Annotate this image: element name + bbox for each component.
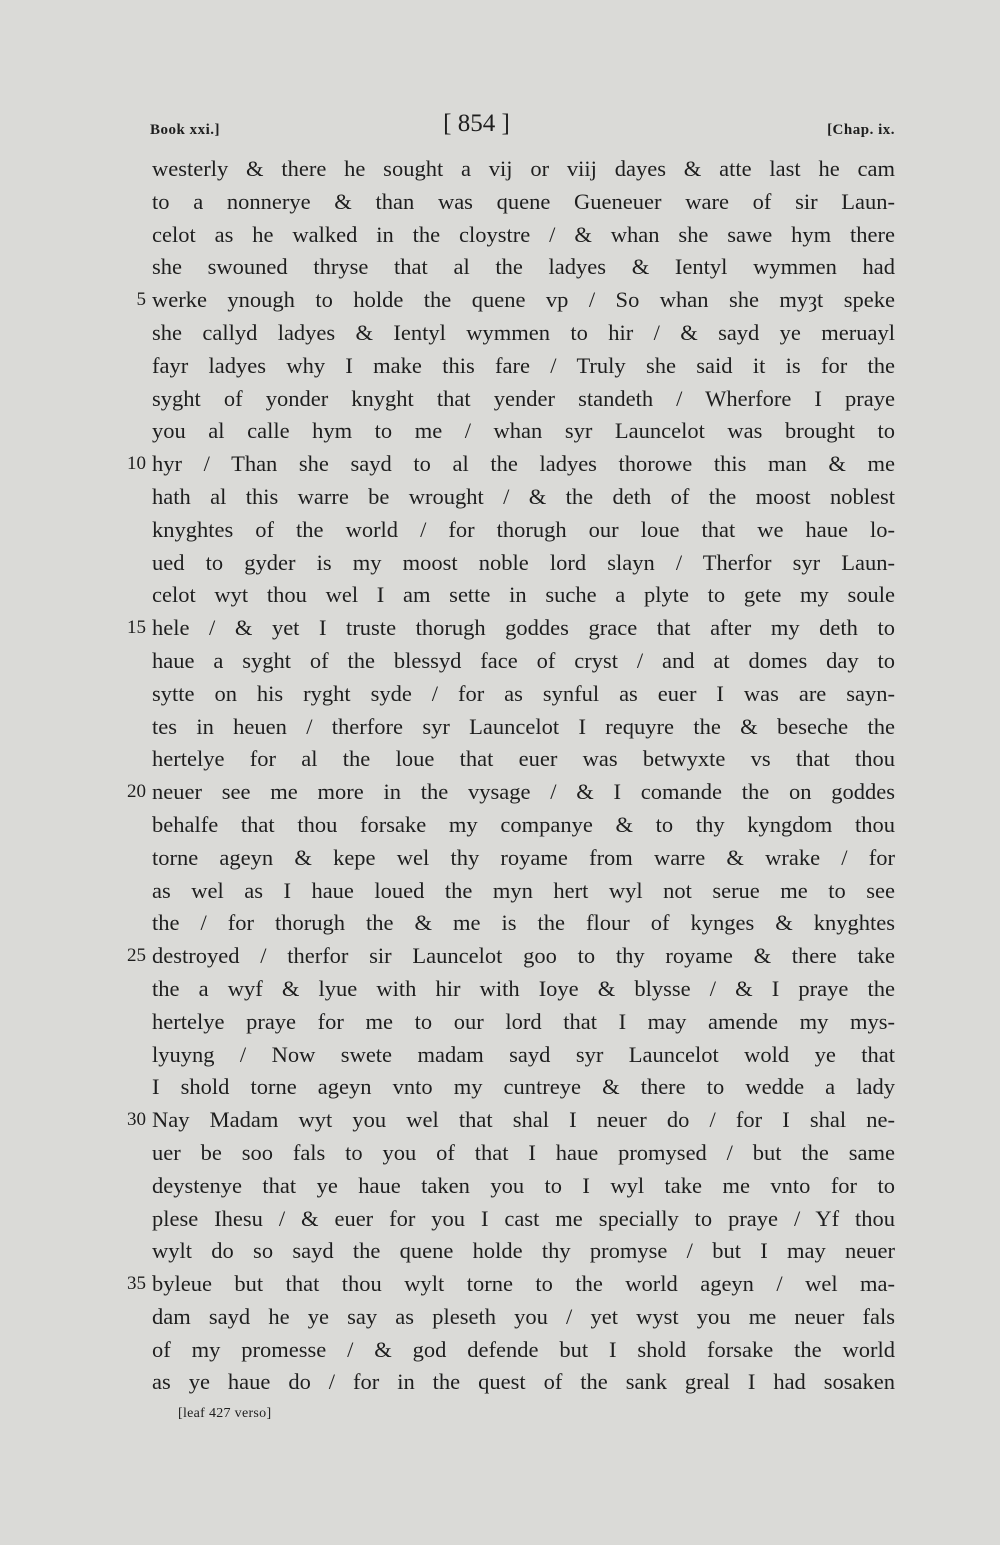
line-number: 15 [127,617,146,639]
line-text: hath al this warre be wrought / & the deth of the moost noblest [152,483,895,509]
line-text: celot as he walked in the cloystre / & whan she sawe hym there [152,221,895,247]
text-line [152,973,895,1006]
text-line [152,907,895,940]
text-line [152,219,895,252]
line-text: she callyd ladyes & Ientyl wymmen to hir / & sayd ye meruayl [152,319,895,345]
line-text: neuer see me more in the vysage / & I comande the on goddes [152,779,895,805]
line-text: lyuyng / Now swete madam sayd syr Launcelot wold ye that [152,1041,895,1067]
line-text: torne ageyn & kepe wel thy royame from warre & wrake / for [152,844,895,870]
text-line [152,547,895,580]
text-line [127,940,895,973]
text-line [152,317,895,350]
text-line [152,875,895,908]
line-text: sytte on his ryght syde / for as synful as euer I was are sayn- [152,680,895,706]
running-head [150,110,895,144]
line-number: 5 [136,289,146,311]
text-line [127,1268,895,1301]
line-text: as wel as I haue loued the myn hert wyl not serue me to see [152,877,895,903]
line-text: dam sayd he ye say as pleseth you / yet wyst you me neuer fals [152,1303,895,1329]
text-line [152,743,895,776]
line-text: knyghtes of the world / for thorugh our loue that we haue lo- [152,516,895,542]
line-number: 20 [127,781,146,803]
line-text: tes in heuen / therfore syr Launcelot I requyre the & beseche the [152,713,895,739]
line-text: hertelye praye for me to our lord that I may amende my mys- [152,1008,895,1034]
line-number: 35 [127,1273,146,1295]
line-text: Nay Madam wyt you wel that shal I neuer do / for I shal ne- [152,1107,895,1133]
text-line [127,612,895,645]
marginal-note: [leaf 427 verso] [178,1406,272,1421]
text-line [127,1104,895,1137]
line-text: hyr / Than she sayd to al the ladyes thorowe this man & me [152,451,895,477]
line-text: plese Ihesu / & euer for you I cast me specially to praye / Yf thou [152,1205,895,1231]
text-line [152,514,895,547]
text-line [152,383,895,416]
line-text: as ye haue do / for in the quest of the sank greal I had sosaken [152,1369,895,1395]
text-line [136,284,895,317]
text-line [152,415,895,448]
text-line [152,1006,895,1039]
book-number: Book xxi.] [150,122,221,138]
text-line [152,1039,895,1072]
text-line [152,1170,895,1203]
line-text: of my promesse / & god defende but I shold forsake the world [152,1336,895,1362]
line-text: westerly & there he sought a vij or viij dayes & atte last he cam [152,156,895,181]
text-line [152,645,895,678]
line-text: behalfe that thou forsake my companye & to thy kyngdom thou [152,811,895,837]
line-text: uer be soo fals to you of that I haue promysed / but the same [152,1139,895,1165]
text-line [127,776,895,809]
body-text [127,153,895,1399]
line-text: destroyed / therfor sir Launcelot goo to thy royame & there take [152,943,895,969]
text-line [152,1137,895,1170]
line-text: werke ynough to holde the quene vp / So whan she myȝt speke [152,287,895,313]
line-number: 10 [127,453,146,475]
text-line [152,153,895,186]
text-line [127,448,895,481]
text-line [152,481,895,514]
text-line [152,1366,895,1399]
line-text: hele / & yet I truste thorugh goddes grace that after my deth to [152,615,895,641]
line-text: wylt do so sayd the quene holde thy promyse / but I may neuer [152,1238,895,1264]
line-text: syght of yonder knyght that yender standeth / Wherfore I praye [152,385,895,411]
line-text: she swouned thryse that al the ladyes & Ientyl wymmen had [152,254,895,280]
text-line [152,186,895,219]
line-text: celot wyt thou wel I am sette in suche a plyte to gete my soule [152,582,895,608]
line-text: the / for thorugh the & me is the flour of kynges & knyghtes [152,910,895,936]
text-line [152,1301,895,1334]
line-text: the a wyf & lyue with hir with Ioye & blysse / & I praye the [152,975,895,1001]
text-line [152,711,895,744]
line-number: 30 [127,1109,146,1131]
text-line [152,1071,895,1104]
text-line [152,350,895,383]
line-text: hertelye for al the loue that euer was betwyxte vs that thou [152,746,895,772]
text-line [152,251,895,284]
text-line [152,1235,895,1268]
line-text: fayr ladyes why I make this fare / Truly she said it is for the [152,352,895,378]
line-text: haue a syght of the blessyd face of cryst / and at domes day to [152,647,895,673]
text-line [152,842,895,875]
text-line [152,1334,895,1367]
line-text: I shold torne ageyn vnto my cuntreye & there to wedde a lady [152,1074,895,1100]
chapter-number: [Chap. ix. [827,122,895,138]
line-text: deystenye that ye haue taken you to I wyl take me vnto for to [152,1172,895,1198]
line-text: ued to gyder is my moost noble lord slayn / Therfor syr Laun- [152,549,895,575]
line-text: you al calle hym to me / whan syr Launcelot was brought to [152,418,895,444]
line-text: byleue but that thou wylt torne to the world ageyn / wel ma- [152,1271,895,1297]
line-number: 25 [127,945,146,967]
text-line [152,1203,895,1236]
page-number: [ 854 ] [443,110,510,137]
line-text: to a nonnerye & than was quene Gueneuer ware of sir Laun- [152,188,895,214]
text-line [152,678,895,711]
text-line [152,579,895,612]
text-line [152,809,895,842]
